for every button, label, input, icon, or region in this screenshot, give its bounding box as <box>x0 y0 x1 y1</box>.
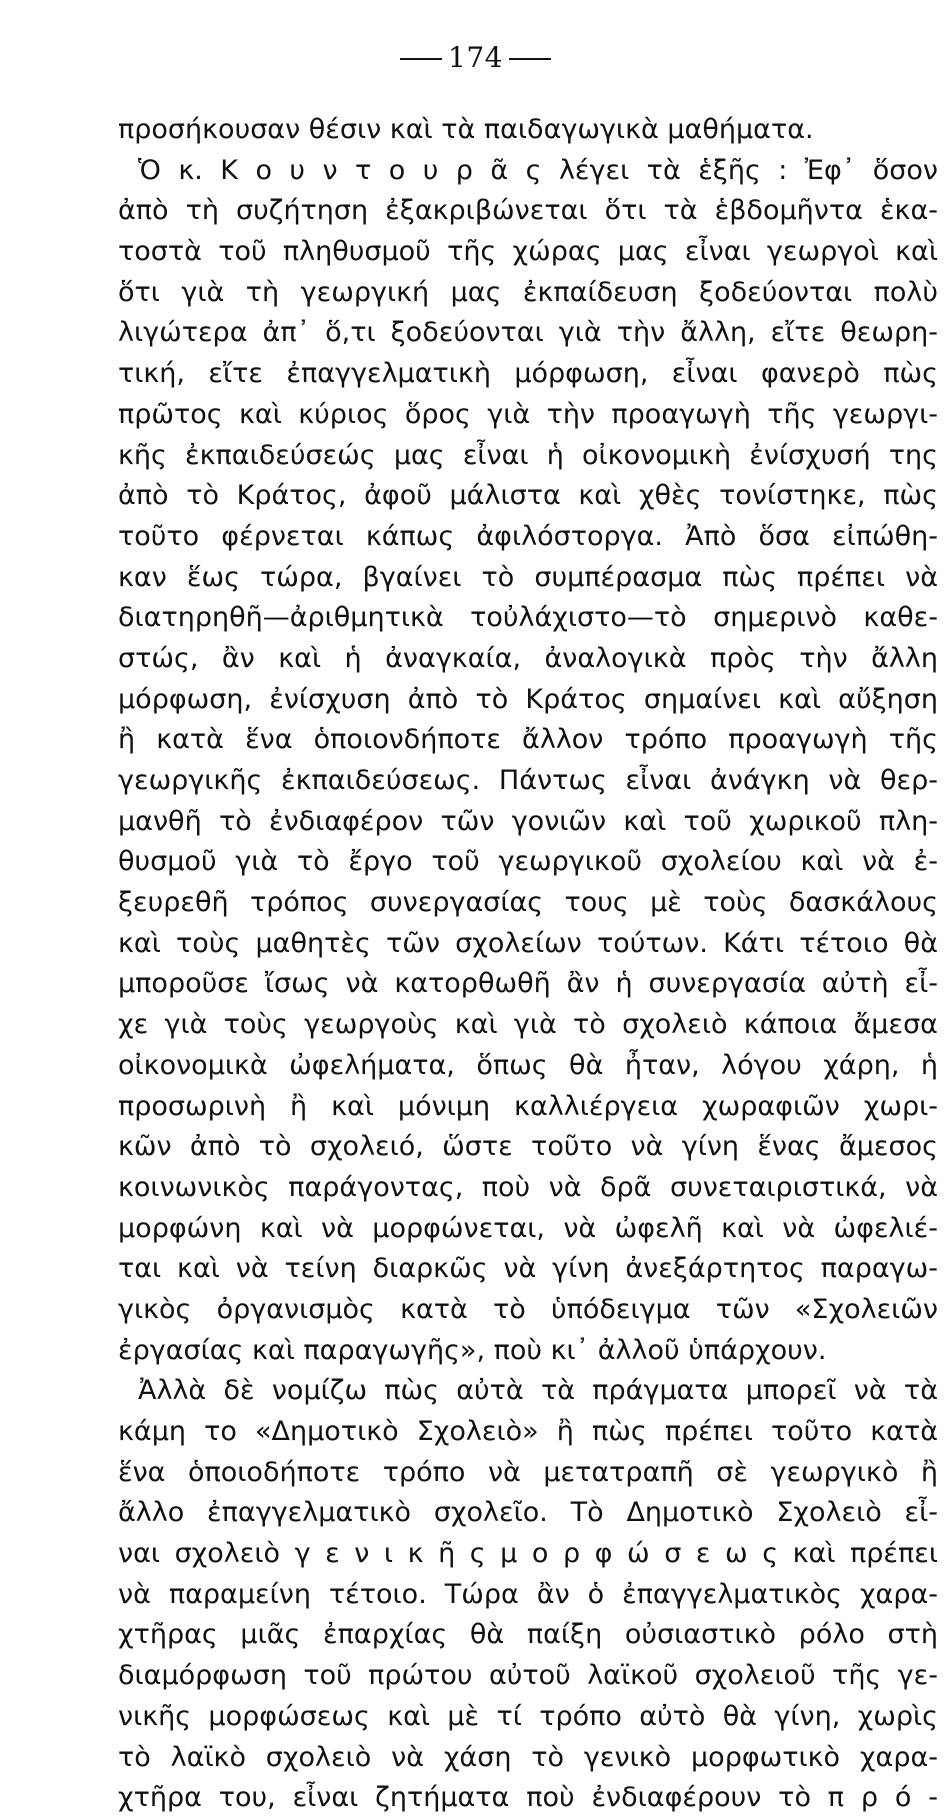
header-dash-left <box>400 58 442 60</box>
header-dash-right <box>509 58 551 60</box>
text-line: Ἀλλὰ δὲ νομίζω πὼς αὐτὰ τὰ πράγματα μπορεῖ νὰ τὰ <box>138 1375 938 1407</box>
text-line: Ὁ κ. Κ ο υ ν τ ο υ ρ ᾶ ς λέγει τὰ ἑξῆς : Ἐφ᾽ ὅσον <box>138 154 938 186</box>
text-line: γικὸς ὀργανισμὸς κατὰ τὸ ὑπόδειγμα τῶν «Σχολειῶν <box>118 1293 938 1325</box>
text-line: μόρφωση, ἐνίσχυση ἀπὸ τὸ Κράτος σημαίνει καὶ αὔξηση <box>118 683 938 715</box>
text-line: χτῆρας μιᾶς ἐπαρχίας θὰ παίξη οὐσιαστικὸ ρόλο στὴ <box>118 1619 938 1651</box>
text-line: γεωργικῆς ἐκπαιδεύσεως. Πάντως εἶναι ἀνάγκη νὰ θερ- <box>118 765 938 796</box>
text-line: κῆς ἐκπαιδεύσεώς μας εἶναι ἡ οἰκονομικὴ ἐνίσχυσή της <box>118 439 938 471</box>
text-line: μανθῆ τὸ ἐνδιαφέρον τῶν γονιῶν καὶ τοῦ χωρικοῦ πλη- <box>118 805 938 837</box>
text-line: τοστὰ τοῦ πληθυσμοῦ τῆς χώρας μας εἶναι γεωργοὶ καὶ <box>118 236 938 268</box>
text-line: τοῦτο φέρνεται κάπως ἀφιλόστοργα. Ἀπὸ ὅσα εἰπώθη- <box>118 520 938 552</box>
text-line: κῶν ἀπὸ τὸ σχολειό, ὥστε τοῦτο νὰ γίνη ἕνας ἄμεσος <box>118 1131 938 1163</box>
text-line: χε γιὰ τοὺς γεωργοὺς καὶ γιὰ τὸ σχολειὸ κάποια ἄμεσα <box>118 1009 938 1041</box>
page-number: 174 <box>448 41 503 74</box>
text-line: χτῆρα του, εἶναι ζητήματα ποὺ ἐνδιαφέρουν τὸ π ρ ό - <box>118 1782 938 1814</box>
text-line: λιγώτερα ἀπ᾽ ὅ,τι ξοδεύονται γιὰ τὴν ἄλλη, εἴτε θεωρη- <box>118 317 938 349</box>
text-line: ξευρεθῆ τρόπος συνεργασίας τους μὲ τοὺς δασκάλους <box>118 887 938 919</box>
text-line: ἄλλο ἐπαγγελματικὸ σχολεῖο. Τὸ Δημοτικὸ Σχολειὸ εἶ- <box>118 1497 938 1529</box>
text-line: τική, εἴτε ἐπαγγελματικὴ μόρφωση, εἶναι φανερὸ πὼς <box>118 358 938 390</box>
text-line: προσωρινὴ ἢ καὶ μόνιμη καλλιέργεια χωραφιῶν χωρι- <box>118 1090 938 1122</box>
text-line: ἢ κατὰ ἕνα ὁποιονδήποτε ἄλλον τρόπο προαγωγὴ τῆς <box>118 724 938 756</box>
text-line: διαμόρφωση τοῦ πρώτου αὐτοῦ λαϊκοῦ σχολειοῦ τῆς γε- <box>118 1660 938 1692</box>
text-line: νικῆς μορφώσεως καὶ μὲ τί τρόπο αὐτὸ θὰ γίνη, χωρὶς <box>118 1700 938 1732</box>
text-line: ἕνα ὁποιοδήποτε τρόπο νὰ μετατραπῆ σὲ γεωργικὸ ἢ <box>118 1456 938 1488</box>
text-line: ὅτι γιὰ τὴ γεωργική μας ἐκπαίδευση ξοδεύονται πολὺ <box>118 276 938 308</box>
text-line: στώς, ἂν καὶ ἡ ἀναγκαία, ἀναλογικὰ πρὸς τὴν ἄλλη <box>118 642 938 674</box>
page-header <box>0 38 951 78</box>
text-line: μποροῦσε ἴσως νὰ κατορθωθῆ ἂν ἡ συνεργασία αὐτὴ εἶ- <box>118 968 938 1000</box>
text-line: ἀπὸ τὸ Κράτος, ἀφοῦ μάλιστα καὶ χθὲς τονίστηκε, πὼς <box>118 480 938 512</box>
text-line: ται καὶ νὰ τείνη διαρκῶς νὰ γίνη ἀνεξάρτητος παραγω- <box>118 1253 938 1285</box>
text-line: οἰκονομικὰ ὠφελήματα, ὅπως θὰ ἦταν, λόγου χάρη, ἡ <box>118 1049 938 1081</box>
text-line: ναι σχολειὸ γ ε ν ι κ ῆ ς μ ο ρ φ ώ σ ε ω ς καὶ πρέπει <box>118 1538 938 1570</box>
text-line: ἐργασίας καὶ παραγωγῆς», ποὺ κι᾽ ἀλλοῦ ὑπάρχουν. <box>118 1334 827 1366</box>
text-line: τὸ λαϊκὸ σχολειὸ νὰ χάση τὸ γενικὸ μορφωτικὸ χαρα- <box>118 1741 938 1773</box>
text-line: πρῶτος καὶ κύριος ὅρος γιὰ τὴν προαγωγὴ τῆς γεωργι- <box>118 398 938 430</box>
text-line: διατηρηθῆ—ἀριθμητικὰ τοὐλάχιστο—τὸ σημερινὸ καθε- <box>118 602 938 634</box>
text-line: καν ἕως τώρα, βγαίνει τὸ συμπέρασμα πὼς πρέπει νὰ <box>118 561 938 593</box>
text-line: θυσμοῦ γιὰ τὸ ἔργο τοῦ γεωργικοῦ σχολείου καὶ νὰ ἐ- <box>118 846 938 878</box>
text-line: κάμη το «Δημοτικὸ Σχολειὸ» ἢ πὼς πρέπει τοῦτο κατὰ <box>118 1416 938 1447</box>
text-line: ἀπὸ τὴ συζήτηση ἐξακριβώνεται ὅτι τὰ ἑβδομῆντα ἑκα- <box>118 195 938 227</box>
text-line: καὶ τοὺς μαθητὲς τῶν σχολείων τούτων. Κάτι τέτοιο θὰ <box>118 927 938 959</box>
text-line: μορφώνη καὶ νὰ μορφώνεται, νὰ ὠφελῆ καὶ νὰ ὠφελιέ- <box>118 1212 938 1244</box>
text-line: νὰ παραμείνη τέτοιο. Τώρα ἂν ὁ ἐπαγγελματικὸς χαρα- <box>118 1578 938 1610</box>
text-line: κοινωνικὸς παράγοντας, ποὺ νὰ δρᾶ συνεταιριστικά, νὰ <box>118 1171 938 1203</box>
body-text <box>118 110 938 1819</box>
text-line: προσήκουσαν θέσιν καὶ τὰ παιδαγωγικὰ μαθήματα. <box>118 114 814 145</box>
